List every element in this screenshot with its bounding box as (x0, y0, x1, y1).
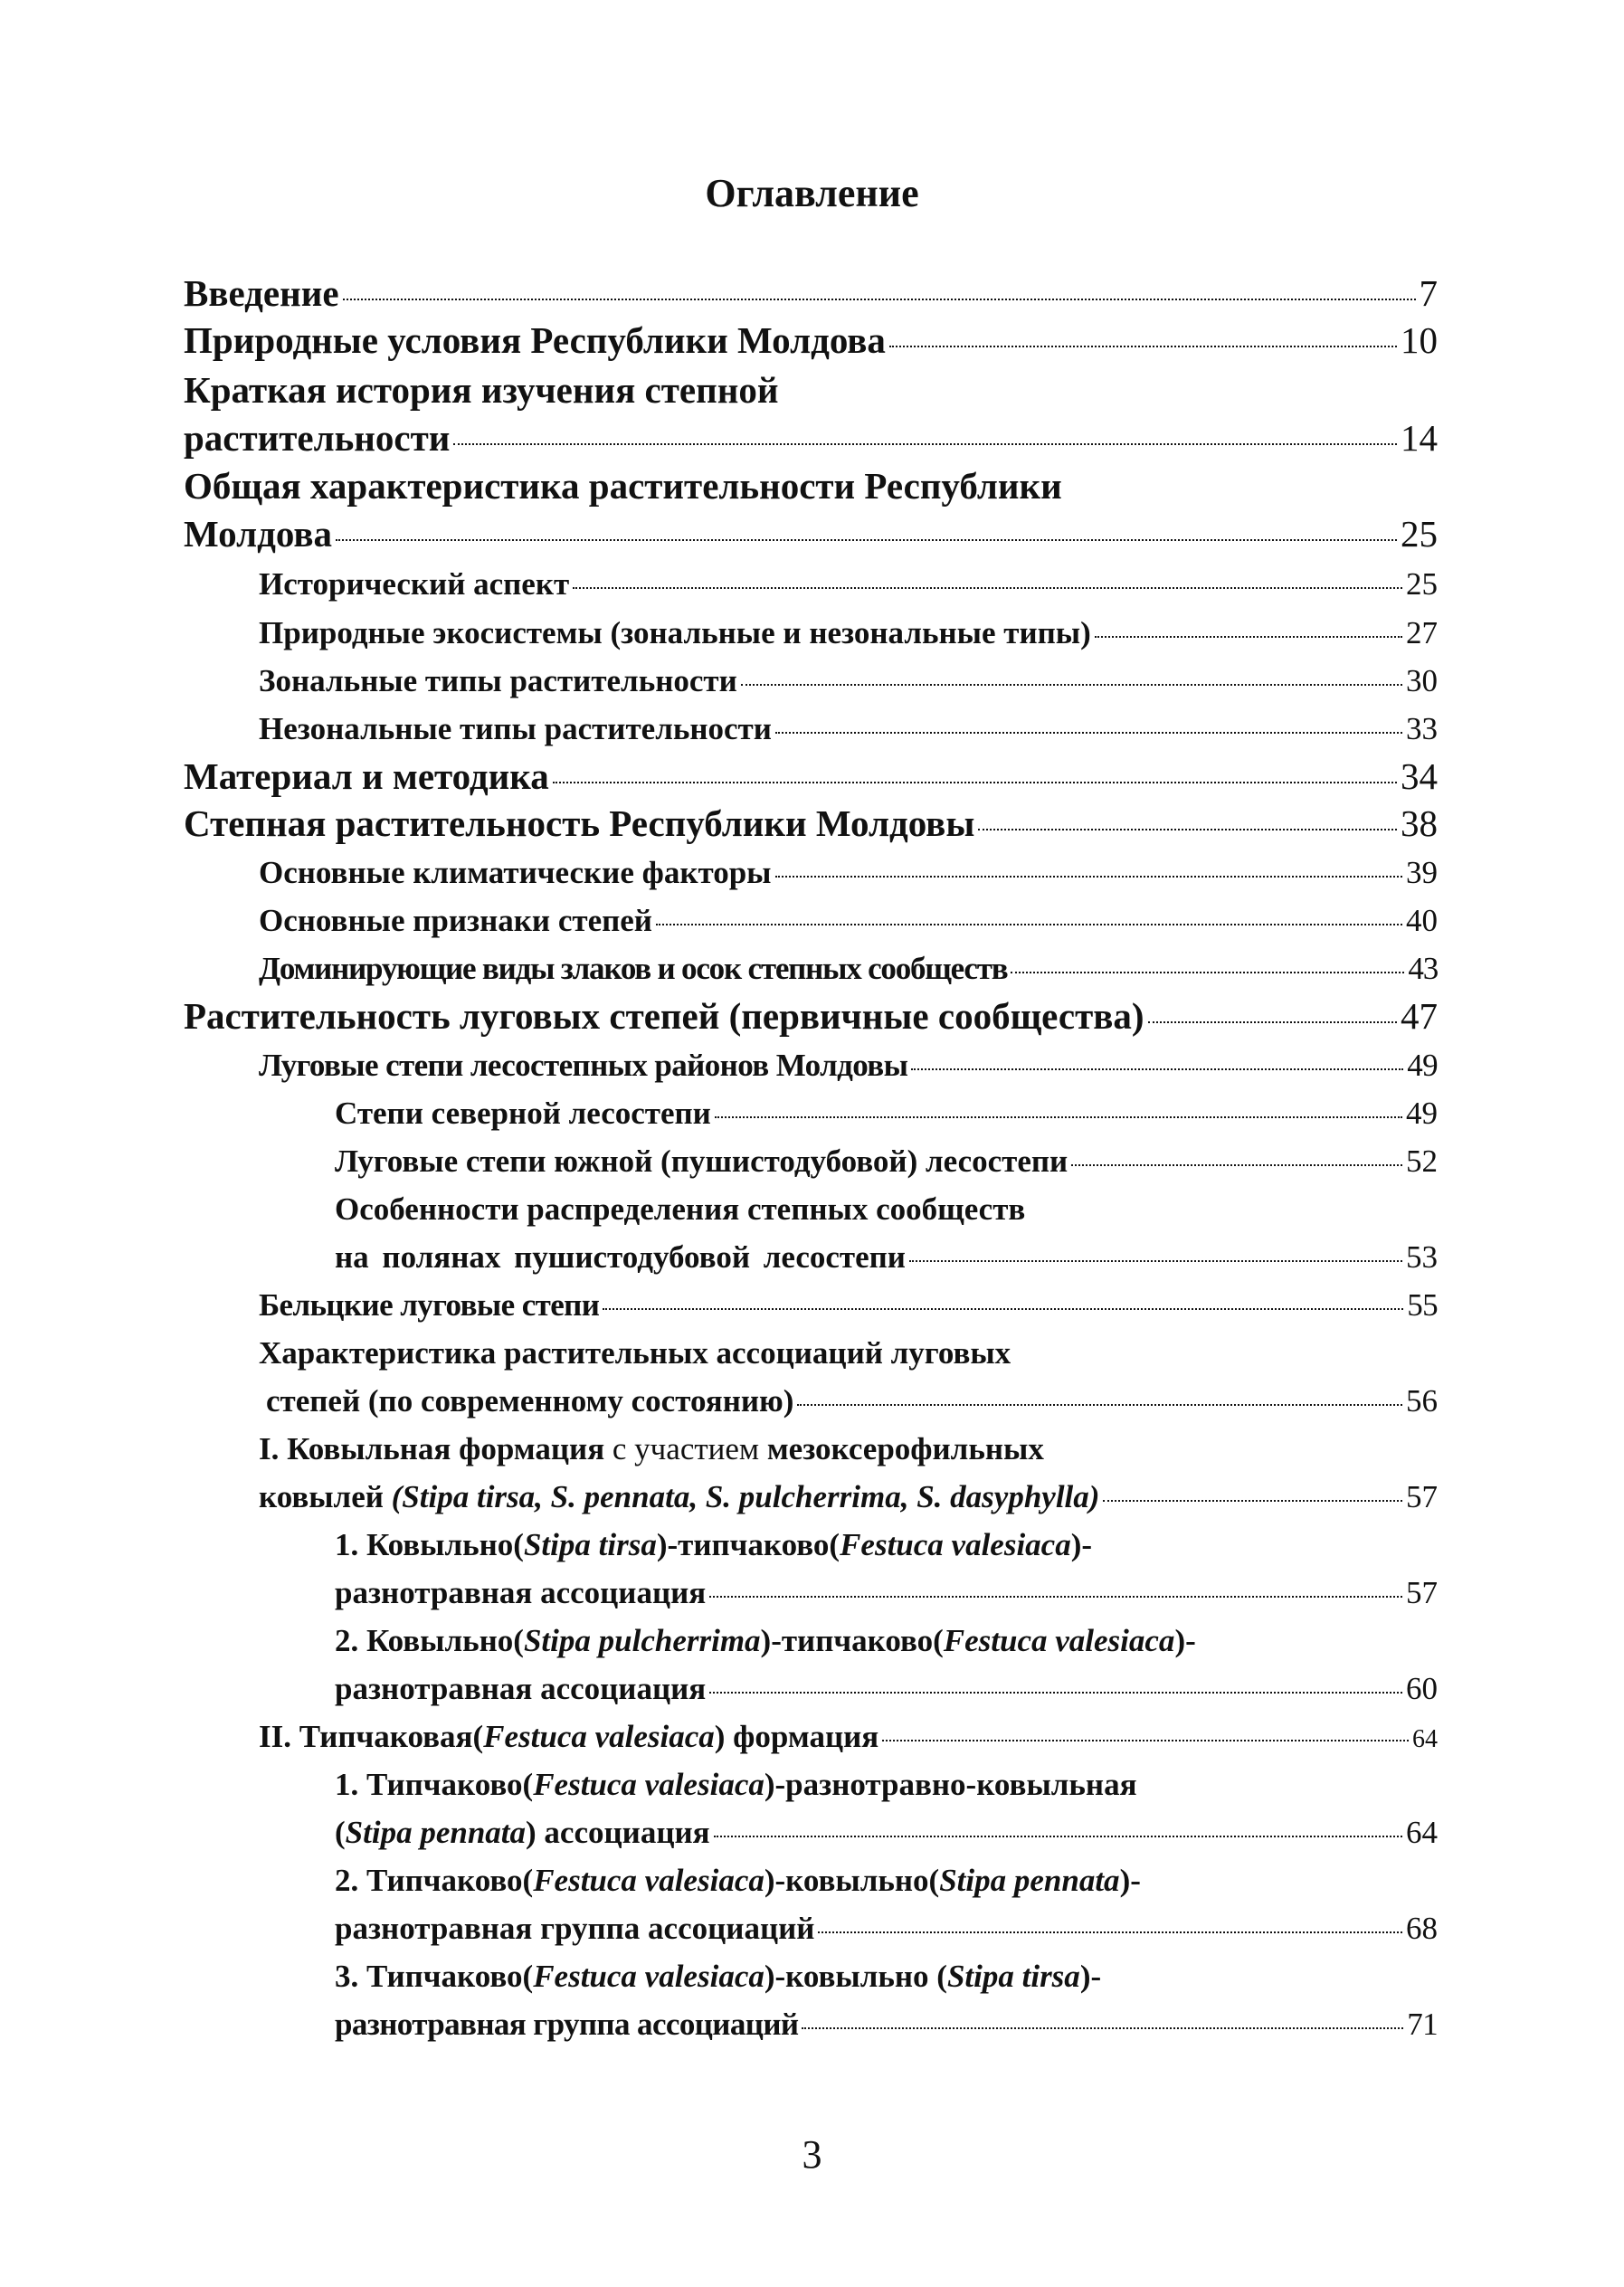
toc-entry-natural[interactable] (184, 318, 1438, 362)
toc-page: 47 (1401, 995, 1438, 1037)
dot-leader (715, 1116, 1402, 1118)
toc-page: 14 (1401, 417, 1438, 459)
toc-label: Природные условия Республики Молдова (184, 319, 886, 361)
dot-leader (882, 1740, 1409, 1741)
dot-leader (714, 1836, 1402, 1837)
toc-entry-climate[interactable] (259, 855, 1438, 891)
dot-leader (1071, 1164, 1402, 1166)
dot-leader (453, 443, 1397, 445)
toc-label: Основные климатические факторы (259, 855, 772, 890)
toc-label: Степи северной лесостепи (335, 1096, 711, 1131)
toc-label: Зональные типы растительности (259, 663, 737, 698)
toc-entry-material[interactable] (184, 754, 1438, 798)
dot-leader (343, 299, 1416, 300)
dot-leader (553, 782, 1397, 783)
dot-leader (775, 876, 1402, 878)
dot-leader (1103, 1500, 1402, 1502)
toc-page: 27 (1406, 615, 1438, 650)
toc-page: 43 (1408, 951, 1438, 986)
dot-leader (889, 346, 1397, 347)
toc-entry-zonal[interactable] (259, 663, 1438, 699)
toc-page: 33 (1406, 711, 1438, 746)
toc-page: 57 (1406, 1479, 1438, 1514)
toc-entry-steppe[interactable] (184, 802, 1438, 845)
toc-entry-assoc[interactable] (266, 1383, 1438, 1419)
dot-leader (656, 924, 1402, 925)
toc-label: Степная растительность Республики Молдовы (184, 802, 975, 844)
toc-entry-history[interactable] (184, 416, 1438, 460)
toc-page: 52 (1406, 1144, 1438, 1179)
toc-page: 60 (1406, 1671, 1438, 1706)
toc-label: разнотравная ассоциация (335, 1575, 707, 1610)
toc-entry-assoc-b2[interactable] (335, 1911, 1438, 1947)
toc-entry-assoc-b1-line1: 1. Типчаково(Festuca valesiaca)-разнотравно-ковыльная (335, 1767, 1137, 1802)
toc-entry-meadow[interactable] (184, 994, 1438, 1038)
dot-leader (909, 1260, 1402, 1262)
toc-label: II. Типчаковая(Festuca valesiaca) формация (259, 1719, 879, 1754)
toc-entry-features-line1: Особенности распределения степных сообществ (335, 1191, 1026, 1227)
toc-entry-assoc-b1[interactable] (335, 1815, 1438, 1851)
toc-page: 7 (1419, 272, 1438, 314)
toc-page: 49 (1406, 1096, 1438, 1131)
toc-label: Доминирующие виды злаков и осок степных сообществ (259, 951, 1008, 986)
toc-page: 49 (1407, 1048, 1438, 1083)
toc-label: Материал и методика (184, 755, 549, 797)
toc-label: Основные признаки степей (259, 903, 652, 938)
toc-page: 56 (1406, 1383, 1438, 1419)
toc-label: Растительность луговых степей (первичные сообщества) (184, 995, 1144, 1037)
toc-entry-meadow-forest[interactable] (259, 1048, 1438, 1084)
toc-page: 39 (1406, 855, 1438, 890)
toc-label: Луговые степи южной (пушистодубовой) лесостепи (335, 1144, 1068, 1179)
dot-leader (709, 1692, 1402, 1694)
dot-leader (978, 829, 1397, 830)
toc-page: 38 (1401, 802, 1438, 844)
toc-label: разнотравная группа ассоциаций (335, 2007, 799, 2042)
toc-label: Природные экосистемы (зональные и незональные типы) (259, 615, 1091, 650)
toc-entry-assoc-a1-line1: 1. Ковыльно(Stipa tirsa)-типчаково(Festuca valesiaca)- (335, 1527, 1093, 1562)
dot-leader (603, 1308, 1403, 1310)
toc-label: Введение (184, 272, 339, 314)
toc-page: 40 (1406, 903, 1438, 938)
dot-leader (911, 1068, 1403, 1070)
toc-entry-assoc-b3-line1: 3. Типчаково(Festuca valesiaca)-ковыльно (Stipa tirsa)- (335, 1959, 1102, 1994)
toc-label: на полянах пушистодубовой лесостепи (335, 1239, 906, 1275)
toc-entry-assoc-line1: Характеристика растительных ассоциаций луговых (259, 1335, 1011, 1371)
toc-entry-history-line1: Краткая история изучения степной (184, 369, 779, 411)
toc-entry-assoc-a2[interactable] (335, 1671, 1438, 1707)
dot-leader (1148, 1021, 1397, 1023)
toc-label: Незональные типы растительности (259, 711, 772, 746)
toc-entry-ecosystems[interactable] (259, 615, 1438, 651)
toc-entry-assoc-a2-line1: 2. Ковыльно(Stipa pulcherrima)-типчаково(Festuca valesiaca)- (335, 1623, 1196, 1658)
dot-leader (797, 1404, 1402, 1406)
toc-page: 53 (1406, 1239, 1438, 1275)
toc-entry-formation2[interactable] (259, 1719, 1438, 1755)
toc-page: 10 (1401, 319, 1438, 361)
toc-entry-formation1-line1: I. Ковыльная формация с участием мезоксерофильных (259, 1431, 1044, 1466)
dot-leader (1011, 972, 1404, 973)
toc-page: 68 (1406, 1911, 1438, 1946)
toc-label: (Stipa pennata) ассоциация (335, 1815, 710, 1850)
toc-entry-dominant[interactable] (259, 951, 1438, 987)
page-number: 3 (802, 2132, 822, 2177)
dot-leader (573, 587, 1402, 589)
toc-label: ковылей (Stipa tirsa, S. pennata, S. pulcherrima, S. dasyphylla) (259, 1479, 1100, 1514)
page-title: Оглавление (705, 171, 919, 215)
toc-page: 55 (1407, 1287, 1438, 1323)
toc-page: 25 (1406, 566, 1438, 602)
toc-entry-beltsy[interactable] (259, 1287, 1438, 1324)
dot-leader (818, 1931, 1402, 1933)
toc-label: растительности (184, 417, 451, 459)
toc-label: разнотравная ассоциация (335, 1671, 707, 1706)
toc-entry-north[interactable] (335, 1096, 1438, 1132)
toc-entry-hist-aspect[interactable] (259, 566, 1438, 603)
toc-entry-intro[interactable] (184, 271, 1438, 315)
toc-label: Луговые степи лесостепных районов Молдовы (259, 1048, 908, 1083)
toc-page: 30 (1406, 663, 1438, 698)
toc-entry-south[interactable] (335, 1144, 1438, 1180)
toc-page: 71 (1407, 2007, 1438, 2042)
toc-label: разнотравная группа ассоциаций (335, 1911, 815, 1946)
toc-label: Исторический аспект (259, 566, 570, 602)
toc-page: 25 (1401, 513, 1438, 555)
dot-leader (709, 1596, 1402, 1598)
dot-leader (741, 684, 1402, 686)
toc-page: 57 (1406, 1575, 1438, 1610)
toc-label: Бельцкие луговые степи (259, 1287, 600, 1323)
toc-entry-general-line1: Общая характеристика растительности Республики (184, 465, 1062, 507)
toc-label: Молдова (184, 513, 332, 555)
dot-leader (336, 539, 1397, 541)
toc-label: степей (по современному состоянию) (266, 1383, 794, 1419)
toc-page: 34 (1401, 755, 1438, 797)
dot-leader (775, 732, 1402, 734)
toc-entry-nonzonal[interactable] (259, 711, 1438, 747)
dot-leader (802, 2027, 1403, 2029)
toc-entry-features[interactable] (335, 1239, 1438, 1276)
toc-entry-assoc-b3[interactable] (335, 2007, 1438, 2043)
toc-entry-formation1[interactable] (259, 1479, 1438, 1515)
toc-page: 64 (1406, 1815, 1438, 1850)
toc-entry-signs[interactable] (259, 903, 1438, 939)
dot-leader (1095, 636, 1402, 638)
toc-entry-assoc-a1[interactable] (335, 1575, 1438, 1611)
toc-page: 64 (1412, 1725, 1438, 1753)
toc-entry-general[interactable] (184, 512, 1438, 555)
toc-entry-assoc-b2-line1: 2. Типчаково(Festuca valesiaca)-ковыльно(Stipa pennata)- (335, 1863, 1141, 1898)
